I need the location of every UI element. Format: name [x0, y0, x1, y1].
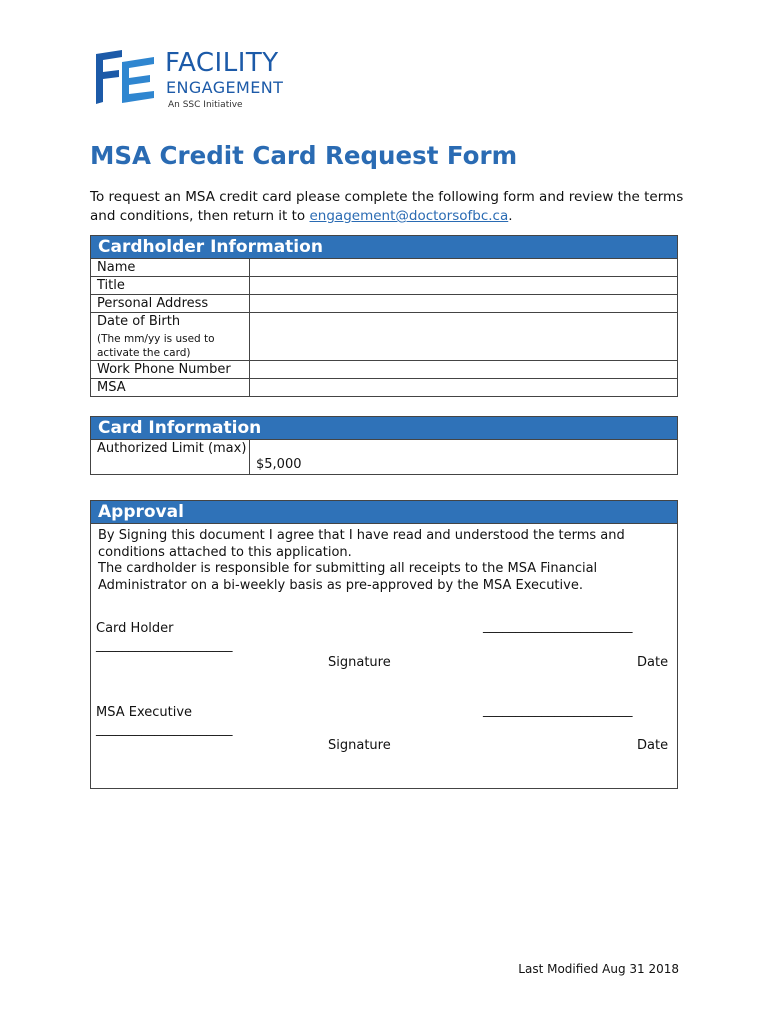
approval-heading: Approval	[91, 501, 677, 524]
table-row	[91, 259, 677, 277]
last-modified-footer: Last Modified Aug 31 2018	[518, 962, 679, 976]
page-title: MSA Credit Card Request Form	[90, 141, 518, 170]
facility-engagement-logo	[92, 48, 312, 114]
personal-address-field[interactable]	[250, 295, 678, 313]
name-field[interactable]	[250, 259, 678, 277]
table-row	[91, 295, 677, 313]
row-label-title: Title	[91, 277, 250, 295]
approval-paragraph-1: By Signing this document I agree that I have read and understood the terms and conditions attached to this application.	[98, 528, 625, 560]
table-row	[91, 313, 677, 361]
date-of-birth-note: (The mm/yy is used to activate the card)	[97, 333, 215, 359]
date-of-birth-field[interactable]	[250, 313, 678, 361]
card-holder-signature-label: Signature	[328, 655, 391, 670]
logo-line-facility: FACILITY	[165, 48, 279, 78]
work-phone-field[interactable]	[250, 361, 678, 379]
row-label-authorized-limit: Authorized Limit (max)	[91, 440, 250, 474]
card-holder-date-label: Date	[637, 655, 669, 670]
logo-line-engagement: ENGAGEMENT	[166, 78, 284, 97]
logo-tagline: An SSC Initiative	[168, 100, 243, 110]
card-holder-signature-line[interactable]: _____________________	[96, 638, 233, 653]
table-row	[91, 440, 677, 474]
contact-email-link[interactable]: engagement@doctorsofbc.ca	[309, 208, 509, 224]
row-label-personal-address: Personal Address	[91, 295, 250, 313]
authorized-limit-value	[250, 440, 678, 474]
card-information-table	[91, 440, 677, 474]
intro-text-after: .	[508, 208, 513, 224]
msa-executive-signature-label: Signature	[328, 738, 391, 753]
cardholder-heading: Cardholder Information	[91, 236, 677, 259]
table-row	[91, 379, 677, 397]
row-label-date-of-birth	[91, 313, 250, 361]
approval-section	[90, 500, 678, 789]
msa-executive-date-line[interactable]: _______________________	[483, 703, 633, 718]
fe-logo-mark-icon	[92, 48, 162, 106]
card-holder-date-line[interactable]: _______________________	[483, 619, 633, 634]
intro-text-before: To request an MSA credit card please complete the following form and review the terms and conditions, then return it to	[90, 189, 684, 224]
row-label-msa: MSA	[91, 379, 250, 397]
table-row	[91, 361, 677, 379]
approval-terms	[91, 524, 677, 594]
msa-executive-role-label: MSA Executive	[96, 705, 193, 720]
date-of-birth-label: Date of Birth	[97, 314, 181, 329]
intro-text	[90, 188, 690, 226]
card-information-section	[90, 416, 678, 475]
cardholder-table	[91, 259, 677, 396]
approval-paragraph-2: The cardholder is responsible for submitting all receipts to the MSA Financial Administrator on a bi-weekly basis as pre-approved by the MSA Executive.	[98, 561, 598, 593]
row-label-work-phone: Work Phone Number	[91, 361, 250, 379]
msa-executive-signature-line[interactable]: _____________________	[96, 722, 233, 737]
cardholder-section	[90, 235, 678, 397]
msa-executive-date-label: Date	[637, 738, 669, 753]
row-label-name: Name	[91, 259, 250, 277]
msa-field[interactable]	[250, 379, 678, 397]
card-holder-role-label: Card Holder	[96, 621, 174, 636]
card-information-heading: Card Information	[91, 417, 677, 440]
authorized-limit-amount: $5,000	[256, 457, 302, 472]
title-field[interactable]	[250, 277, 678, 295]
table-row	[91, 277, 677, 295]
